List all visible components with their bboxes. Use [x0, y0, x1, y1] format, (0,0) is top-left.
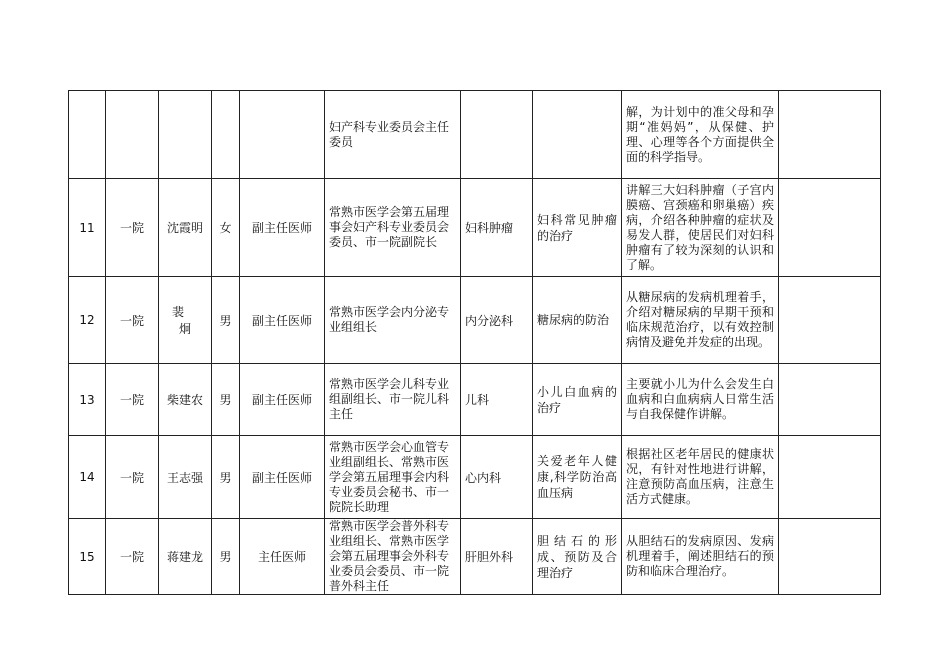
row-sex: 女 — [212, 179, 240, 277]
row-position: 妇产科专业委员会主任委员 — [325, 91, 461, 179]
row-sex: 男 — [212, 519, 240, 595]
row-remarks — [779, 519, 881, 595]
row-description: 根据社区老年居民的健康状况，有针对性地进行讲解，注意预防高血压病，注意生活方式健康。 — [622, 436, 779, 519]
row-name: 沈霞明 — [159, 179, 212, 277]
row-topic: 小儿白血病的治疗 — [533, 364, 622, 436]
row-position: 常熟市医学会第五届理事会妇产科专业委员会委员、市一院副院长 — [325, 179, 461, 277]
row-description: 解，为计划中的准父母和孕期“准妈妈”，从保健、护理、心理等各个方面提供全面的科学指导。 — [622, 91, 779, 179]
row-topic: 胆结石的形成、预防及合理治疗 — [533, 519, 622, 595]
row-sex — [212, 91, 240, 179]
row-position: 常熟市医学会心血管专业组副组长、常熟市医学会第五届理事会内科专业委员会秘书、市一院院长助理 — [325, 436, 461, 519]
row-hospital: 一院 — [106, 277, 159, 364]
row-remarks — [779, 277, 881, 364]
row-department: 心内科 — [461, 436, 533, 519]
row-remarks — [779, 91, 881, 179]
row-sex: 男 — [212, 364, 240, 436]
row-name-text: 裴 炯 — [171, 305, 205, 336]
row-description: 讲解三大妇科肿瘤（子宫内膜癌、宫颈癌和卵巢癌）疾病，介绍各种肿瘤的症状及易发人群，使居民们对妇科肿瘤有了较为深刻的认识和了解。 — [622, 179, 779, 277]
row-index: 13 — [69, 364, 106, 436]
row-hospital — [106, 91, 159, 179]
row-topic: 关爱老年人健康,科学防治高血压病 — [533, 436, 622, 519]
row-index: 11 — [69, 179, 106, 277]
row-sex: 男 — [212, 277, 240, 364]
row-remarks — [779, 364, 881, 436]
table-row — [69, 436, 881, 519]
row-description: 从糖尿病的发病机理着手，介绍对糖尿病的早期干预和临床规范治疗，以有效控制病情及避免并发症的出现。 — [622, 277, 779, 364]
row-department: 内分泌科 — [461, 277, 533, 364]
row-department — [461, 91, 533, 179]
row-name: 王志强 — [159, 436, 212, 519]
row-department: 儿科 — [461, 364, 533, 436]
row-title: 副主任医师 — [240, 277, 325, 364]
row-name: 柴建农 — [159, 364, 212, 436]
row-remarks — [779, 179, 881, 277]
row-description: 主要就小儿为什么会发生白血病和白血病病人日常生活与自我保健作讲解。 — [622, 364, 779, 436]
row-position: 常熟市医学会儿科专业组副组长、市一院儿科主任 — [325, 364, 461, 436]
table-row — [69, 91, 881, 179]
row-position: 常熟市医学会内分泌专业组组长 — [325, 277, 461, 364]
schedule-table — [68, 90, 881, 595]
row-department: 肝胆外科 — [461, 519, 533, 595]
row-title: 副主任医师 — [240, 179, 325, 277]
table-body — [69, 91, 881, 595]
row-title — [240, 91, 325, 179]
row-sex: 男 — [212, 436, 240, 519]
row-remarks — [779, 436, 881, 519]
row-hospital: 一院 — [106, 436, 159, 519]
row-position: 常熟市医学会普外科专业组组长、常熟市医学会第五届理事会外科专业委员会委员、市一院普外科主任 — [325, 519, 461, 595]
row-hospital: 一院 — [106, 364, 159, 436]
row-name — [159, 277, 212, 364]
row-index: 15 — [69, 519, 106, 595]
row-topic — [533, 91, 622, 179]
row-name: 蒋建龙 — [159, 519, 212, 595]
row-title: 副主任医师 — [240, 436, 325, 519]
row-topic: 糖尿病的防治 — [533, 277, 622, 364]
row-index: 12 — [69, 277, 106, 364]
row-name — [159, 91, 212, 179]
table-row — [69, 179, 881, 277]
table-row — [69, 277, 881, 364]
row-index: 14 — [69, 436, 106, 519]
row-index — [69, 91, 106, 179]
row-title: 副主任医师 — [240, 364, 325, 436]
table-row — [69, 364, 881, 436]
row-hospital: 一院 — [106, 179, 159, 277]
row-department: 妇科肿瘤 — [461, 179, 533, 277]
table-row — [69, 519, 881, 595]
row-title: 主任医师 — [240, 519, 325, 595]
row-description: 从胆结石的发病原因、发病机理着手，阐述胆结石的预防和临床合理治疗。 — [622, 519, 779, 595]
row-topic: 妇科常见肿瘤的治疗 — [533, 179, 622, 277]
row-hospital: 一院 — [106, 519, 159, 595]
